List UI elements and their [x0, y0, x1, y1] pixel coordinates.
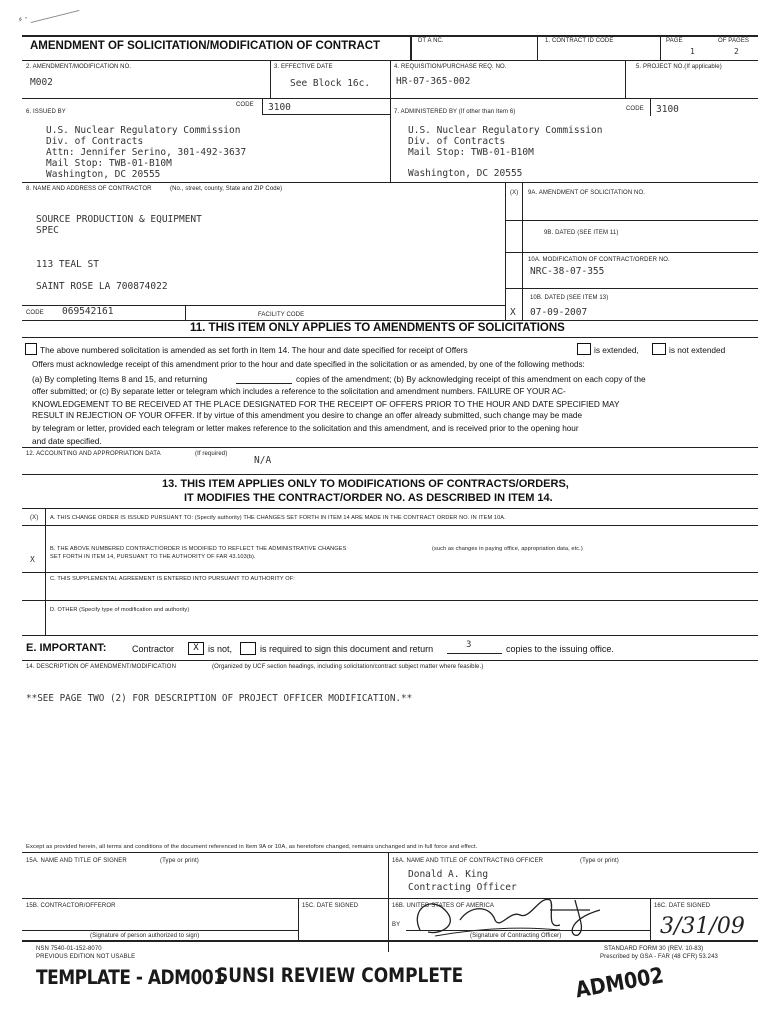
item11-line-3b: copies of the amendment; (b) By acknowledging receipt of this amendment on each copy of the [296, 374, 646, 384]
not-extended-checkbox[interactable] [652, 343, 666, 355]
of-pages-label: OF PAGES [718, 38, 750, 44]
15c-label: 15C. DATE SIGNED [302, 903, 359, 909]
label-9b: 9B. DATED (SEE ITEM 11) [544, 230, 619, 236]
16a-label: 16A. NAME AND TITLE OF CONTRACTING OFFICER [392, 858, 544, 864]
officer-title: Contracting Officer [408, 882, 517, 893]
ref-label: DT A NC. [418, 38, 444, 44]
value-10a: NRC-38-07-355 [530, 266, 605, 277]
is-required-label: is required to sign this document and return [260, 644, 434, 654]
is-not-label: is not, [208, 644, 233, 654]
15-signature-caption: (Signature of person authorized to sign) [90, 933, 200, 939]
15a-label: 15A. NAME AND TITLE OF SIGNER [26, 858, 127, 864]
issued-line-3: Attn: Jennifer Serino, 301-492-3637 [46, 147, 247, 158]
effective-date-label: 3. EFFECTIVE DATE [274, 64, 333, 70]
item13-b-line-1b: (such as changes in paying office, appropriation data, etc.) [432, 546, 583, 552]
item13-b-line-1: B. THE ABOVE NUMBERED CONTRACT/ORDER IS MODIFIED TO REFLECT THE ADMINISTRATIVE CHANGES [50, 546, 347, 552]
contractor-city: SAINT ROSE LA 700874022 [36, 281, 168, 292]
item13-b-x: X [30, 555, 35, 564]
issued-line-4: Mail Stop: TWB-01-B10M [46, 158, 172, 169]
item11-line-4: offer submitted; or (c) By separate letter or telegram which includes a reference to the solicitation and amendment numbers. FAILURE OF YOUR AC- [32, 387, 566, 396]
item11-line-2: Offers must acknowledge receipt of this amendment prior to the hour and date specified in the solicitation or as amended, by one of the following methods: [32, 360, 585, 369]
issued-code-value: 3100 [268, 102, 291, 113]
item12-label-2: (If required) [195, 451, 228, 457]
item12-value: N/A [254, 455, 272, 466]
officer-name: Donald A. King [408, 869, 489, 880]
contractor-label-2: (No., street, county, State and ZIP Code) [170, 186, 283, 192]
admin-code-label: CODE [626, 106, 644, 112]
16c-label: 16C. DATE SIGNED [654, 903, 711, 909]
issued-line-5: Washington, DC 20555 [46, 169, 161, 180]
contractor-name-1: SOURCE PRODUCTION & EQUIPMENT [36, 214, 202, 225]
standard-form: STANDARD FORM 30 (REV. 10-83) [604, 946, 704, 952]
by-label: BY [392, 922, 401, 928]
15b-label: 15B. CONTRACTOR/OFFEROR [26, 903, 116, 909]
contractor-code-label: CODE [26, 310, 44, 316]
facility-code-label: FACILITY CODE [258, 312, 305, 318]
admin-line-3: Mail Stop: TWB-01-B10M [408, 147, 534, 158]
16-signature-caption: (Signature of Contracting Officer) [470, 933, 562, 939]
admin-line-5: Washington, DC 20555 [408, 168, 523, 179]
16b-label: 16B. UNITED STATES OF AMERICA [392, 903, 495, 909]
item13-b-line-2: SET FORTH IN ITEM 14, PURSUANT TO THE AUTHORITY OF FAR 43.103(b). [50, 554, 256, 560]
item11-line-8: and date specified. [32, 436, 102, 446]
item11-checkbox[interactable] [25, 343, 37, 355]
admin-line-1: U.S. Nuclear Regulatory Commission [408, 125, 603, 136]
item11-line-6: RESULT IN REJECTION OF YOUR OFFER. If by virtue of this amendment you desire to change an offer already submitted, such change may be made [32, 411, 583, 420]
item13-heading-2: IT MODIFIES THE CONTRACT/ORDER NO. AS DESCRIBED IN ITEM 14. [184, 492, 553, 504]
item13-d: D. OTHER (Specify type of modification and authority) [50, 607, 190, 613]
contractor-code-value: 069542161 [62, 306, 114, 317]
prev-edition: PREVIOUS EDITION NOT USABLE [36, 954, 136, 960]
contract-id-label: 1. CONTRACT ID CODE [545, 38, 614, 44]
scan-mark: ⸗ ⸳ [16, 11, 29, 26]
x-10b: X [510, 307, 516, 318]
amend-label: 2. AMENDMENT/MODIFICATION NO. [26, 64, 132, 70]
officer-signature [400, 890, 620, 940]
sunsi-stamp: SUNSI REVIEW COMPLETE [216, 964, 464, 988]
issued-code-label: CODE [236, 102, 254, 108]
extended-label: is extended, [594, 345, 639, 355]
copies-text: copies to the issuing office. [506, 644, 614, 654]
scan-mark [31, 10, 80, 23]
issued-line-1: U.S. Nuclear Regulatory Commission [46, 125, 241, 136]
of-pages-value: 2 [734, 47, 739, 56]
issued-by-label: 6. ISSUED BY [26, 109, 66, 115]
item11-line-1: The above numbered solicitation is amended as set forth in Item 14. The hour and date specified for receipt of Offers [40, 345, 468, 355]
item13-heading-1: 13. THIS ITEM APPLIES ONLY TO MODIFICATIONS OF CONTRACTS/ORDERS, [162, 478, 569, 490]
is-not-checkbox[interactable]: X [188, 642, 204, 655]
contractor-street: 113 TEAL ST [36, 259, 99, 270]
admin-line-2: Div. of Contracts [408, 136, 506, 147]
amend-value: M002 [30, 77, 53, 88]
page-label: PAGE [666, 38, 683, 44]
important-contractor: Contractor [132, 644, 175, 654]
value-10b: 07-09-2007 [530, 307, 588, 318]
item14-text: **SEE PAGE TWO (2) FOR DESCRIPTION OF PROJECT OFFICER MODIFICATION.** [26, 693, 413, 704]
not-extended-label: is not extended [669, 345, 726, 355]
item13-a: A. THIS CHANGE ORDER IS ISSUED PURSUANT TO: (Specify authority) THE CHANGES SET FORTH IN ITEM 14 ARE MADE IN THE CONTRACT ORDER NO. IN ITEM 10A. [50, 515, 506, 521]
is-required-checkbox[interactable] [240, 642, 256, 655]
label-9a: 9A. AMENDMENT OF SOLICITATION NO. [528, 190, 645, 196]
req-label: 4. REQUISITION/PURCHASE REQ. NO. [394, 64, 507, 70]
label-10b: 10B. DATED (SEE ITEM 13) [530, 295, 609, 301]
item11-line-7: by telegram or letter, provided each telegram or letter makes reference to the solicitation and this amendment, and is received prior to the opening hour [32, 424, 579, 433]
15a-label-2: (Type or print) [160, 858, 199, 864]
extended-checkbox[interactable] [577, 343, 591, 355]
item11-line-3a: (a) By completing Items 8 and 15, and returning [32, 374, 208, 384]
x-9a: (X) [510, 190, 519, 196]
item11-heading: 11. THIS ITEM ONLY APPLIES TO AMENDMENTS OF SOLICITATIONS [190, 322, 565, 334]
copies-value: 3 [466, 640, 472, 650]
admin-code-value: 3100 [656, 104, 679, 115]
nsn: NSN 7540-01-152-8070 [36, 946, 102, 952]
contractor-name-2: SPEC [36, 225, 59, 236]
adm-stamp: ADM002 [573, 962, 666, 1004]
date-signed: 3/31/09 [660, 914, 745, 939]
req-value: HR-07-365-002 [396, 76, 471, 87]
item12-label: 12. ACCOUNTING AND APPROPRIATION DATA [26, 451, 161, 457]
16a-label-2: (Type or print) [580, 858, 619, 864]
important-label: E. IMPORTANT: [26, 642, 107, 654]
prescribed-by: Prescribed by GSA - FAR (48 CFR) 53.243 [600, 954, 718, 960]
effective-date-value: See Block 16c. [290, 78, 371, 89]
contractor-label: 8. NAME AND ADDRESS OF CONTRACTOR [26, 186, 152, 192]
template-stamp: TEMPLATE - ADM001 [36, 966, 225, 990]
item11-line-5: KNOWLEDGEMENT TO BE RECEIVED AT THE PLACE DESIGNATED FOR THE RECEIPT OF OFFERS PRIOR TO THE HOUR AND DATE SPECIFIED MAY [32, 399, 620, 409]
project-label: 5. PROJECT NO.(If applicable) [636, 64, 722, 70]
page-value: 1 [690, 47, 695, 56]
item13-x-col: (X) [30, 515, 39, 521]
issued-line-2: Div. of Contracts [46, 136, 144, 147]
terms-note: Except as provided herein, all terms and conditions of the document referenced in Item 9A or 10A, as heretofore changed, remains unchanged and in full force and effect. [26, 844, 478, 850]
item13-c: C. THIS SUPPLEMENTAL AGREEMENT IS ENTERED INTO PURSUANT TO AUTHORITY OF: [50, 576, 295, 582]
item14-label-2: (Organized by UCF section headings, including solicitation/contract subject matter where feasible.) [212, 664, 484, 670]
admin-label: 7. ADMINISTERED BY (If other than Item 6) [394, 109, 516, 115]
item14-label: 14. DESCRIPTION OF AMENDMENT/MODIFICATION [26, 664, 176, 670]
label-10a: 10A. MODIFICATION OF CONTRACT/ORDER NO. [528, 257, 670, 263]
form-title: AMENDMENT OF SOLICITATION/MODIFICATION OF CONTRACT [30, 40, 381, 52]
